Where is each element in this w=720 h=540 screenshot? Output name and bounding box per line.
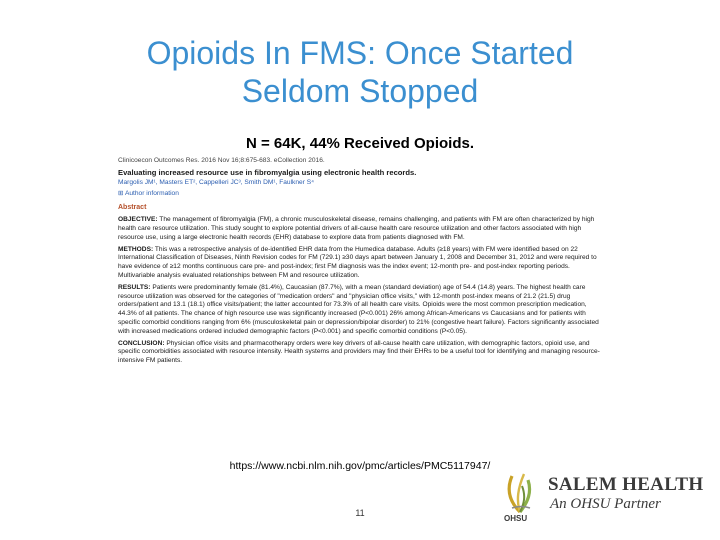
objective-text: The management of fibromyalgia (FM), a chronic musculoskeletal disease, remains challenging, and patients with FM are often characterized by high health care resource utilization. This study sought to explore potential drivers of all-cause health care resource utilization and other factors associated with high resource use, using a large electronic health records (EHR) database to explore data from patients diagnosed with FM. — [118, 216, 595, 241]
methods-label: METHODS: — [118, 245, 154, 253]
conclusion-text: Physician office visits and pharmacotherapy orders were key drivers of all-cause health care utilization, with demographic factors, opioid use, and specific comorbidities associated with resource intensity. Health systems and providers may find their EHRs to be a useful tool for identifying and managing resource-intensive FM patients. — [118, 339, 600, 365]
logo-tagline: An OHSU Partner — [550, 496, 661, 512]
slide-title-line1: Opioids In FMS: Once Started — [146, 35, 574, 71]
article-citation: Clinicoecon Outcomes Res. 2016 Nov 16;8:675-683. eCollection 2016. — [118, 157, 325, 164]
salem-health-logo — [498, 466, 708, 528]
abstract-conclusion — [118, 340, 602, 366]
results-text: Patients were predominantly female (81.4%), Caucasian (87.7%), with a mean (standard deviation) age of 54.4 (14.8) years. The highest health care resource utilization was observed for the categories of "medication orders" and "physician office visits," with 12-month post-index means of 21.2 (21.5) drug orders/patient and 13.1 (18.1) office visits/patient; the latter accounted for 73.3% of all health care visits. Opioids were the most common prescription medication, 44.3% of all patients. The chance of high resource use was significantly increased (P<0.001) 26% among African-Americans vs Caucasians and for patients with specific comorbid conditions ranging from 6% (musculoskeletal pain or depression/bipolar disorder) to 21% (congestive heart failure). Factors significantly associated with increased medications ordered included demographic factors (P<0.001) and specific comorbid conditions (P<0.05). — [118, 283, 599, 335]
author-information-toggle[interactable]: ⊞ Author information — [118, 189, 179, 197]
logo-name: SALEM HEALTH — [548, 474, 704, 495]
source-url[interactable]: https://www.ncbi.nlm.nih.gov/pmc/articles/PMC5117947/ — [229, 460, 491, 472]
page-number: 11 — [355, 508, 365, 518]
slide-title — [40, 34, 680, 110]
abstract-methods — [118, 246, 602, 281]
objective-label: OBJECTIVE: — [118, 216, 158, 224]
article-title: Evaluating increased resource use in fibromyalgia using electronic health records. — [118, 167, 417, 177]
abstract-heading: Abstract — [118, 204, 147, 212]
results-label: RESULTS: — [118, 283, 151, 291]
article-screenshot — [118, 155, 602, 445]
slide-subtitle: N = 64K, 44% Received Opioids. — [245, 135, 474, 152]
abstract-results — [118, 284, 602, 337]
abstract-objective — [118, 216, 602, 242]
slide-title-line2: Seldom Stopped — [241, 73, 479, 109]
conclusion-label: CONCLUSION: — [118, 339, 165, 347]
methods-text: This was a retrospective analysis of de-identified EHR data from the Humedica database. Adults (≥18 years) with FM were identified based on 22 International Classification of Diseases, Ninth Revision codes for FM (729.1) ≥30 days apart between January 1, 2008 and December 31, 2012 and were required to have evidence of ≥12 months continuous care pre- and post-index; first FM diagnosis was the index event; 12-month pre- and post-index reporting periods. Multivariable analysis evaluated relationships between FM and resource utilization. — [118, 245, 597, 279]
article-authors[interactable]: Margolis JM¹, Masters ET², Cappelleri JC³, Smith DM¹, Faulkner S⁴ — [118, 178, 314, 186]
logo-ohsu-label: OHSU — [504, 514, 528, 523]
